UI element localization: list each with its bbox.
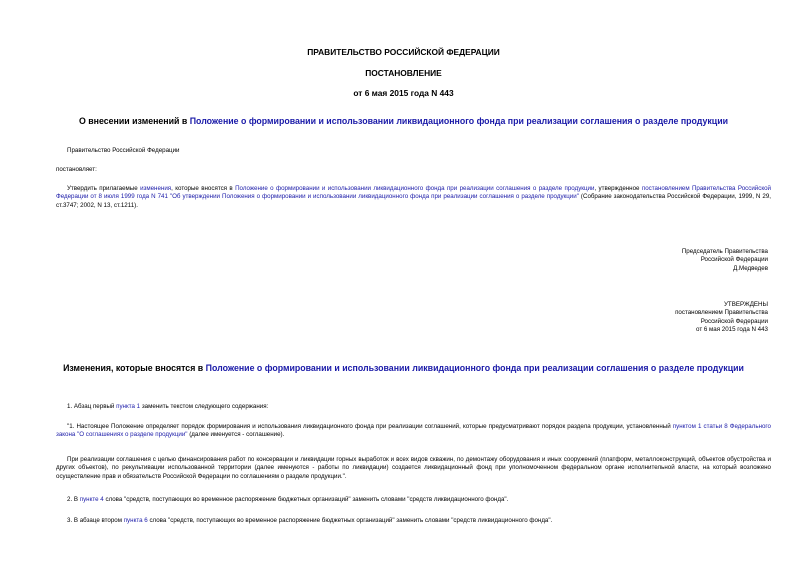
item3-text-2: слова "средств, поступающих во временное распоряжение бюджетных организаций" заменить словами "средств ликвидационного фонда".	[147, 517, 553, 524]
changes-title-prefix: Изменения, которые вносятся в	[63, 363, 206, 373]
change-item-2	[67, 496, 508, 504]
title-prefix: О внесении изменений в	[78, 116, 190, 126]
document-title	[0, 116, 807, 126]
signature-block	[682, 248, 768, 273]
title-link-regulation[interactable]: Положение о формировании и использовании ликвидационного фонда при реализации соглашения о разделе продукции	[189, 116, 729, 126]
preamble-line-1: Правительство Российской Федерации	[67, 147, 180, 154]
item2-text-1: 2. В	[67, 496, 80, 503]
change-item-3	[67, 517, 552, 525]
decree-text-2: , которые вносятся в	[171, 185, 236, 192]
government-heading: ПРАВИТЕЛЬСТВО РОССИЙСКОЙ ФЕДЕРАЦИИ	[307, 47, 500, 57]
change-item-1	[67, 403, 268, 411]
link-item2-clause[interactable]: пункте 4	[79, 496, 104, 503]
quote-paragraph-1	[56, 423, 771, 440]
quote-paragraph-2: При реализации соглашения с целью финансирования работ по консервации и ликвидации горных выработок и всех видов скважин, по демонтажу оборудования и иных сооружений (платформ, металлоконструкций, объектов обустройства и других объектов), по рекультивации использованной территории (далее именуются - работы по ликвидации) создается ликвидационный фонд при уполномоченном федеральном органе исполнительной власти, на который возложено осуществление прав и обязательств Российской Федерации по соглашениям о разделе продукции.".	[56, 456, 771, 480]
approval-line-1: УТВЕРЖДЕНЫ	[724, 301, 768, 308]
link-changes[interactable]: изменения	[140, 185, 172, 192]
item1-text-2: заменить текстом следующего содержания:	[140, 403, 269, 410]
link-item3-clause[interactable]: пункта 6	[123, 517, 148, 524]
preamble-line-2: постановляет:	[56, 166, 97, 173]
link-regulation[interactable]: Положение о формировании и использовании ликвидационного фонда при реализации соглашения о разделе продукции	[235, 185, 595, 192]
link-federal-law[interactable]: пунктом 1 статьи 8 Федерального закона "О соглашениях о разделе продукции"	[56, 423, 771, 439]
changes-title	[0, 363, 807, 373]
approval-line-2: постановлением Правительства	[675, 309, 768, 317]
decree-text-1: Утвердить прилагаемые	[67, 185, 141, 192]
decree-text-4: (Собрание законодательства Российской Федерации, 1999, N 29, ст.3747; 2002, N 13, ст.1211).	[56, 193, 772, 209]
approval-line-3: Российской Федерации	[700, 317, 768, 325]
item2-text-2: слова "средств, поступающих во временное распоряжение бюджетных организаций" заменить словами "средств ликвидационного фонда".	[103, 496, 509, 503]
signature-line-2: Российской Федерации	[700, 256, 768, 264]
signature-line-1: Председатель Правительства	[681, 248, 768, 255]
decree-text-3: , утвержденное	[594, 185, 642, 192]
link-item1-clause[interactable]: пункта 1	[116, 403, 141, 410]
signature-line-3: Д.Медведев	[733, 264, 768, 272]
doc-type-heading: ПОСТАНОВЛЕНИЕ	[365, 68, 442, 78]
decree-paragraph	[56, 185, 771, 210]
quote1-text-1: "1. Настоящее Положение определяет порядок формирования и использования ликвидационного фонда при реализации соглашений, которые предусматривают порядок раздела продукции, установленный	[67, 423, 673, 430]
changes-title-link[interactable]: Положение о формировании и использовании ликвидационного фонда при реализации соглашения о разделе продукции	[205, 363, 744, 373]
approval-block	[675, 301, 768, 335]
link-decree-741[interactable]: постановлением Правительства Российской Федерации от 8 июля 1999 года N 741 "Об утверждении Положения о формировании и использовании ликвидационного фонда при реализации соглашения о разделе продукции"	[56, 185, 772, 201]
date-number-heading: от 6 мая 2015 года N 443	[353, 88, 454, 98]
approval-line-4: от 6 мая 2015 года N 443	[696, 326, 768, 334]
quote1-text-2: (далее именуется - соглашение).	[187, 431, 285, 439]
item3-text-1: 3. В абзаце втором	[67, 517, 124, 524]
item1-text-1: 1. Абзац первый	[67, 403, 117, 410]
